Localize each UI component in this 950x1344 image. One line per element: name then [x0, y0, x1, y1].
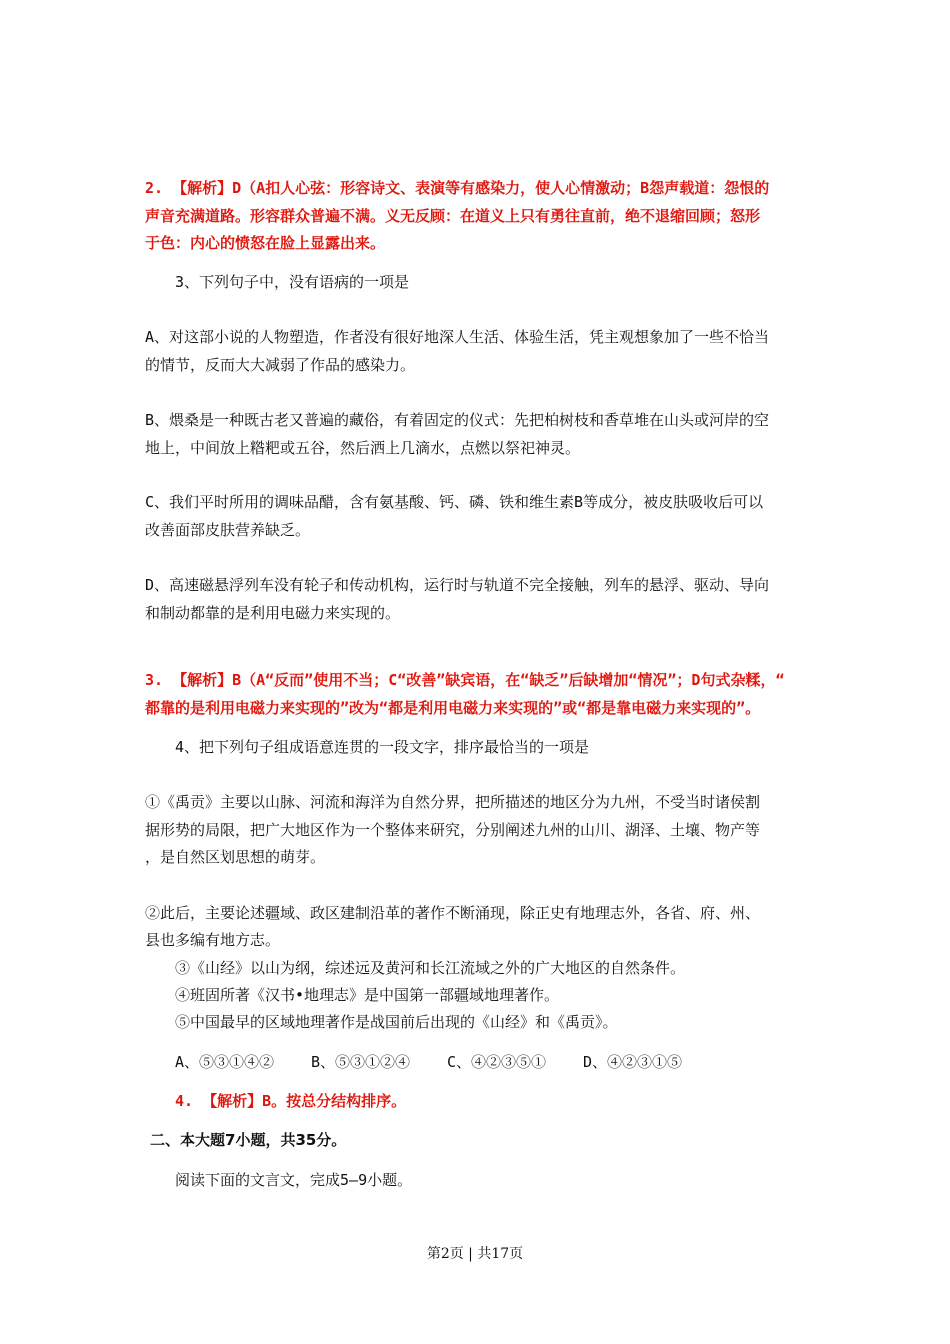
question-3-option-c-line-1: C、我们平时所用的调味品醋，含有氨基酸、钙、磷、铁和维生素B等成分，被皮肤吸收后可以: [145, 493, 764, 511]
page-footer: 第2页 | 共17页: [426, 1246, 524, 1262]
question-4-sentence-4: ④班固所著《汉书•地理志》是中国第一部疆域地理著作。: [175, 986, 560, 1004]
question-4-sentence-1-line-3: ，是自然区划思想的萌芽。: [145, 848, 326, 866]
explanation-3-line-2: 都靠的是利用电磁力来实现的”改为“都是利用电磁力来实现的”或“都是靠电磁力来实现的”。: [145, 699, 761, 717]
question-3-option-a-line-1: A、对这部小说的人物塑造，作者没有很好地深人生活、体验生活，凭主观想象加了一些不恰当: [145, 328, 770, 346]
question-4-stem: 4、把下列句子组成语意连贯的一段文字，排序最恰当的一项是: [175, 738, 590, 756]
question-4-option-d: D、④②③①⑤: [583, 1053, 683, 1071]
explanation-2-line-2: 声音充满道路。形容群众普遍不满。义无反顾：在道义上只有勇往直前，绝不退缩回顾；怒形: [145, 207, 761, 225]
question-3-option-b-line-1: B、煨桑是一种既古老又普遍的藏俗，有着固定的仪式：先把柏树枝和香草堆在山头或河岸的空: [145, 411, 770, 429]
question-4-sentence-1-line-1: ①《禹贡》主要以山脉、河流和海洋为自然分界，把所描述的地区分为九州，不受当时诸侯割: [145, 793, 761, 811]
section-2-instruction: 阅读下面的文言文，完成5—9小题。: [175, 1171, 413, 1189]
question-3-option-b-line-2: 地上，中间放上糌粑或五谷，然后洒上几滴水，点燃以祭祀神灵。: [145, 439, 581, 457]
question-4-sentence-1-line-2: 据形势的局限，把广大地区作为一个整体来研究，分别阐述九州的山川、湖泽、土壤、物产等: [145, 821, 761, 839]
question-3-stem: 3、下列句子中，没有语病的一项是: [175, 273, 410, 291]
explanation-3-line-1: 3. 【解析】B（A“反而”使用不当；C“改善”缺宾语，在“缺乏”后缺增加“情况”；D句式杂糅，“: [145, 671, 785, 689]
question-4-options: [175, 1052, 682, 1072]
question-3-option-d-line-2: 和制动都靠的是利用电磁力来实现的。: [145, 604, 401, 622]
explanation-4: 4. 【解析】B。按总分结构排序。: [175, 1092, 407, 1110]
question-4-sentence-5: ⑤中国最早的区域地理著作是战国前后出现的《山经》和《禹贡》。: [175, 1013, 618, 1031]
question-4-option-a: A、⑤③①④②: [175, 1053, 275, 1071]
question-4-sentence-3: ③《山经》以山为纲，综述远及黄河和长江流域之外的广大地区的自然条件。: [175, 959, 686, 977]
section-2-heading: 二、本大题7小题，共35分。: [150, 1131, 347, 1149]
question-3-option-c-line-2: 改善面部皮肤营养缺乏。: [145, 521, 311, 539]
question-3-option-a-line-2: 的情节，反而大大减弱了作品的感染力。: [145, 356, 416, 374]
question-3-option-d-line-1: D、高速磁悬浮列车没有轮子和传动机构，运行时与轨道不完全接触，列车的悬浮、驱动、导向: [145, 576, 770, 594]
explanation-2-line-3: 于色：内心的愤怒在脸上显露出来。: [145, 234, 386, 252]
question-4-option-b: B、⑤③①②④: [311, 1053, 411, 1071]
question-4-option-c: C、④②③⑤①: [447, 1053, 547, 1071]
question-4-sentence-2-line-2: 县也多编有地方志。: [145, 931, 281, 949]
question-4-sentence-2-line-1: ②此后，主要论述疆域、政区建制沿革的著作不断涌现，除正史有地理志外，各省、府、州、: [145, 904, 761, 922]
explanation-2-line-1: 2. 【解析】D（A扣人心弦：形容诗文、表演等有感染力，使人心情激动；B怨声载道：怨恨的: [145, 179, 770, 197]
